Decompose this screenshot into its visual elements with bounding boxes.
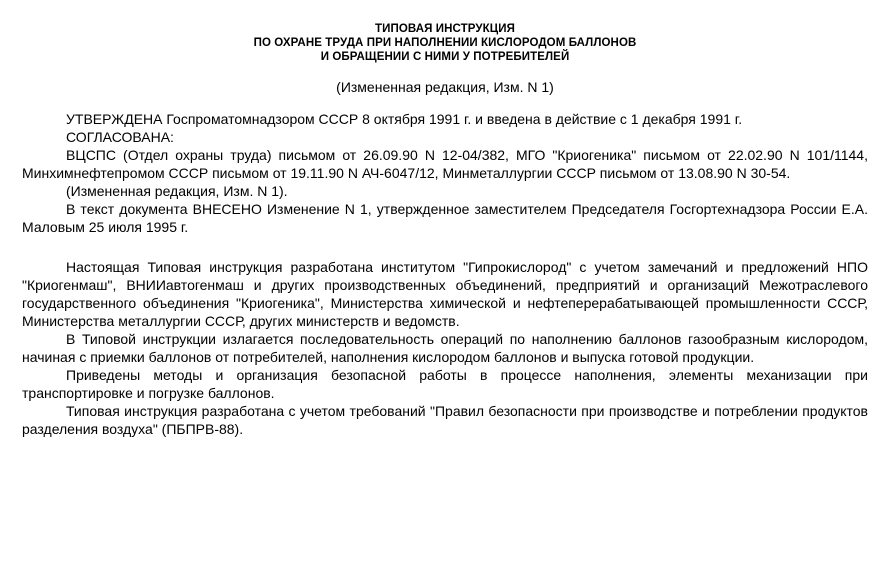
- document-title: [22, 22, 868, 64]
- approved-paragraph: УТВЕРЖДЕНА Госпроматомнадзором СССР 8 октября 1991 г. и введена в действие с 1 декабря 1991 г.: [66, 111, 743, 127]
- body-paragraph-4: Типовая инструкция разработана с учетом требований "Правил безопасности при производстве и потреблении продуктов разделения воздуха" (ПБПРВ-88).: [22, 403, 868, 437]
- agreed-edition-note: (Измененная редакция, Изм. N 1).: [66, 183, 288, 199]
- agreed-paragraph: ВЦСПС (Отдел охраны труда) письмом от 26.09.90 N 12-04/382, МГО "Криогеника" письмом от 22.02.90 N 101/1144, Минхимнефтепромом СССР письмом от 19.11.90 N АЧ-6047/12, Минметаллургии СССР письмом от 13.08.90 N 30-54.: [22, 147, 868, 181]
- title-line-3: И ОБРАЩЕНИИ С НИМИ У ПОТРЕБИТЕЛЕЙ: [320, 51, 570, 63]
- agreed-heading: СОГЛАСОВАНА:: [66, 129, 174, 145]
- body-paragraph-3: Приведены методы и организация безопасной работы в процессе наполнения, элементы механизации при транспортировке и погрузке баллонов.: [22, 367, 868, 401]
- approval-block: [22, 110, 868, 236]
- title-line-2: ПО ОХРАНЕ ТРУДА ПРИ НАПОЛНЕНИИ КИСЛОРОДОМ БАЛЛОНОВ: [253, 37, 637, 49]
- body-paragraph-1: Настоящая Типовая инструкция разработана институтом "Гипрокислород" с учетом замечаний и предложений НПО "Криогенмаш", ВНИИавтогенмаш и других производственных объединений, предприятий и организаций Межотраслевого государственного объединения "Криогеника", Министерства химической и нефтеперерабатывающей промышленности СССР, Министерства металлургии СССР, других министерств и ведомств.: [22, 259, 868, 329]
- body-paragraph-2: В Типовой инструкции излагается последовательность операций по наполнению баллонов газообразным кислородом, начиная с приемки баллонов от потребителей, наполнения кислородом баллонов и выпуска готовой продукции.: [22, 331, 868, 365]
- title-line-1: ТИПОВАЯ ИНСТРУКЦИЯ: [374, 23, 516, 35]
- body-block: [22, 258, 868, 438]
- edition-note: (Измененная редакция, Изм. N 1): [336, 79, 554, 95]
- change-note-paragraph: В текст документа ВНЕСЕНО Изменение N 1, утвержденное заместителем Председателя Госгортехнадзора России Е.А. Маловым 25 июля 1995 г.: [22, 201, 868, 235]
